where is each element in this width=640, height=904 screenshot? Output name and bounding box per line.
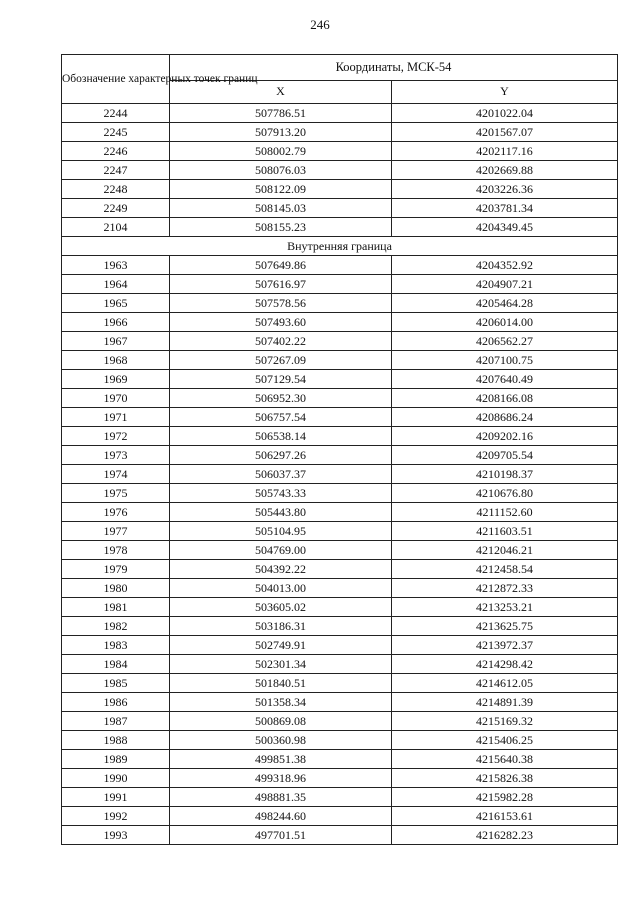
- x-coordinate-cell: 507786.51: [170, 104, 392, 123]
- x-coordinate-cell: 507578.56: [170, 294, 392, 313]
- coordinates-group-header: Координаты, МСК-54: [170, 55, 618, 81]
- y-coordinate-cell: 4209705.54: [392, 446, 618, 465]
- point-id-cell: 1967: [62, 332, 170, 351]
- y-coordinate-cell: 4212458.54: [392, 560, 618, 579]
- table-row: [62, 617, 618, 636]
- x-coordinate-cell: 508002.79: [170, 142, 392, 161]
- y-coordinate-cell: 4205464.28: [392, 294, 618, 313]
- point-id-cell: 1982: [62, 617, 170, 636]
- y-coordinate-cell: 4211603.51: [392, 522, 618, 541]
- x-coordinate-cell: 505443.80: [170, 503, 392, 522]
- x-coordinate-cell: 504013.00: [170, 579, 392, 598]
- table-row: [62, 389, 618, 408]
- point-id-cell: 1987: [62, 712, 170, 731]
- y-coordinate-cell: 4204352.92: [392, 256, 618, 275]
- point-id-cell: 2245: [62, 123, 170, 142]
- y-coordinate-cell: 4212872.33: [392, 579, 618, 598]
- section-title: Внутренняя граница: [62, 237, 618, 256]
- point-id-cell: 2247: [62, 161, 170, 180]
- y-coordinate-cell: 4215406.25: [392, 731, 618, 750]
- y-coordinate-cell: 4216282.23: [392, 826, 618, 845]
- x-coordinate-cell: 508155.23: [170, 218, 392, 237]
- y-coordinate-cell: 4208166.08: [392, 389, 618, 408]
- table-row: [62, 503, 618, 522]
- y-coordinate-cell: 4207100.75: [392, 351, 618, 370]
- y-coordinate-cell: 4213253.21: [392, 598, 618, 617]
- table-row: [62, 560, 618, 579]
- point-id-cell: 1991: [62, 788, 170, 807]
- table-row: [62, 256, 618, 275]
- y-column-header: Y: [392, 80, 618, 103]
- point-id-cell: 1988: [62, 731, 170, 750]
- y-coordinate-cell: 4212046.21: [392, 541, 618, 560]
- table-row: [62, 522, 618, 541]
- table-row: [62, 465, 618, 484]
- table-header: [62, 55, 618, 104]
- point-id-cell: 1968: [62, 351, 170, 370]
- table-row: [62, 180, 618, 199]
- table-row: [62, 826, 618, 845]
- table-row: [62, 788, 618, 807]
- x-coordinate-cell: 502749.91: [170, 636, 392, 655]
- x-coordinate-cell: 498881.35: [170, 788, 392, 807]
- point-id-cell: 1975: [62, 484, 170, 503]
- point-id-cell: 1980: [62, 579, 170, 598]
- y-coordinate-cell: 4208686.24: [392, 408, 618, 427]
- x-coordinate-cell: 502301.34: [170, 655, 392, 674]
- point-id-cell: 1972: [62, 427, 170, 446]
- point-id-cell: 2249: [62, 199, 170, 218]
- x-coordinate-cell: 507493.60: [170, 313, 392, 332]
- x-coordinate-cell: 507913.20: [170, 123, 392, 142]
- y-coordinate-cell: 4214612.05: [392, 674, 618, 693]
- x-coordinate-cell: 497701.51: [170, 826, 392, 845]
- table-row: [62, 408, 618, 427]
- y-coordinate-cell: 4204349.45: [392, 218, 618, 237]
- point-id-cell: 1966: [62, 313, 170, 332]
- table-row: [62, 712, 618, 731]
- point-id-cell: 1976: [62, 503, 170, 522]
- table-body-outer: [62, 104, 618, 237]
- x-coordinate-cell: 500360.98: [170, 731, 392, 750]
- x-coordinate-cell: 504392.22: [170, 560, 392, 579]
- y-coordinate-cell: 4210676.80: [392, 484, 618, 503]
- table-row: [62, 598, 618, 617]
- x-coordinate-cell: 508122.09: [170, 180, 392, 199]
- y-coordinate-cell: 4207640.49: [392, 370, 618, 389]
- x-coordinate-cell: 499318.96: [170, 769, 392, 788]
- point-id-cell: 1986: [62, 693, 170, 712]
- table-row: [62, 313, 618, 332]
- coordinates-table: [61, 54, 618, 845]
- y-coordinate-cell: 4215982.28: [392, 788, 618, 807]
- table-row: [62, 370, 618, 389]
- x-coordinate-cell: 508145.03: [170, 199, 392, 218]
- x-coordinate-cell: 507616.97: [170, 275, 392, 294]
- point-id-cell: 1964: [62, 275, 170, 294]
- point-id-cell: 1989: [62, 750, 170, 769]
- x-coordinate-cell: 508076.03: [170, 161, 392, 180]
- table-row: [62, 142, 618, 161]
- section-row: [62, 237, 618, 256]
- point-id-cell: 2248: [62, 180, 170, 199]
- x-coordinate-cell: 501358.34: [170, 693, 392, 712]
- point-id-cell: 1985: [62, 674, 170, 693]
- table-row: [62, 655, 618, 674]
- x-coordinate-cell: 503605.02: [170, 598, 392, 617]
- table-row: [62, 807, 618, 826]
- x-coordinate-cell: 507649.86: [170, 256, 392, 275]
- table-row: [62, 332, 618, 351]
- x-coordinate-cell: 500869.08: [170, 712, 392, 731]
- y-coordinate-cell: 4210198.37: [392, 465, 618, 484]
- point-id-cell: 1979: [62, 560, 170, 579]
- y-coordinate-cell: 4209202.16: [392, 427, 618, 446]
- point-id-cell: 1963: [62, 256, 170, 275]
- y-coordinate-cell: 4201567.07: [392, 123, 618, 142]
- point-id-cell: 1971: [62, 408, 170, 427]
- page-number: 246: [310, 17, 330, 32]
- x-coordinate-cell: 506297.26: [170, 446, 392, 465]
- y-coordinate-cell: 4202669.88: [392, 161, 618, 180]
- table-row: [62, 731, 618, 750]
- table-row: [62, 218, 618, 237]
- point-id-cell: 2104: [62, 218, 170, 237]
- y-coordinate-cell: 4214298.42: [392, 655, 618, 674]
- point-id-cell: 1973: [62, 446, 170, 465]
- y-coordinate-cell: 4215169.32: [392, 712, 618, 731]
- table-row: [62, 446, 618, 465]
- x-coordinate-cell: 506037.37: [170, 465, 392, 484]
- x-coordinate-cell: 507129.54: [170, 370, 392, 389]
- section-row-group: [62, 237, 618, 256]
- y-coordinate-cell: 4203226.36: [392, 180, 618, 199]
- y-coordinate-cell: 4204907.21: [392, 275, 618, 294]
- point-id-cell: 1984: [62, 655, 170, 674]
- point-id-cell: 1992: [62, 807, 170, 826]
- point-id-cell: 1981: [62, 598, 170, 617]
- x-coordinate-cell: 499851.38: [170, 750, 392, 769]
- table-row: [62, 123, 618, 142]
- y-coordinate-cell: 4206014.00: [392, 313, 618, 332]
- y-coordinate-cell: 4213972.37: [392, 636, 618, 655]
- point-id-cell: 2244: [62, 104, 170, 123]
- point-id-cell: 1965: [62, 294, 170, 313]
- point-id-cell: 1978: [62, 541, 170, 560]
- table-row: [62, 161, 618, 180]
- y-coordinate-cell: 4211152.60: [392, 503, 618, 522]
- y-coordinate-cell: 4206562.27: [392, 332, 618, 351]
- point-id-cell: 1993: [62, 826, 170, 845]
- table-row: [62, 351, 618, 370]
- point-column-header: Обозначение характерных точек границ: [62, 55, 170, 104]
- point-id-cell: 1990: [62, 769, 170, 788]
- y-coordinate-cell: 4215826.38: [392, 769, 618, 788]
- table-row: [62, 427, 618, 446]
- y-coordinate-cell: 4203781.34: [392, 199, 618, 218]
- y-coordinate-cell: 4215640.38: [392, 750, 618, 769]
- x-coordinate-cell: 505104.95: [170, 522, 392, 541]
- y-coordinate-cell: 4214891.39: [392, 693, 618, 712]
- point-id-cell: 1969: [62, 370, 170, 389]
- point-id-cell: 1974: [62, 465, 170, 484]
- table-row: [62, 484, 618, 503]
- table-body-inner: [62, 256, 618, 845]
- x-coordinate-cell: 507402.22: [170, 332, 392, 351]
- table-row: [62, 769, 618, 788]
- table-row: [62, 104, 618, 123]
- x-column-header: X: [170, 80, 392, 103]
- table-row: [62, 636, 618, 655]
- x-coordinate-cell: 506538.14: [170, 427, 392, 446]
- y-coordinate-cell: 4201022.04: [392, 104, 618, 123]
- table-row: [62, 275, 618, 294]
- x-coordinate-cell: 506952.30: [170, 389, 392, 408]
- x-coordinate-cell: 505743.33: [170, 484, 392, 503]
- table-row: [62, 541, 618, 560]
- table-row: [62, 750, 618, 769]
- table-row: [62, 579, 618, 598]
- table-row: [62, 674, 618, 693]
- y-coordinate-cell: 4216153.61: [392, 807, 618, 826]
- table-row: [62, 294, 618, 313]
- y-coordinate-cell: 4202117.16: [392, 142, 618, 161]
- y-coordinate-cell: 4213625.75: [392, 617, 618, 636]
- table-row: [62, 693, 618, 712]
- point-id-cell: 1970: [62, 389, 170, 408]
- x-coordinate-cell: 506757.54: [170, 408, 392, 427]
- x-coordinate-cell: 498244.60: [170, 807, 392, 826]
- point-id-cell: 2246: [62, 142, 170, 161]
- point-id-cell: 1977: [62, 522, 170, 541]
- x-coordinate-cell: 504769.00: [170, 541, 392, 560]
- x-coordinate-cell: 503186.31: [170, 617, 392, 636]
- x-coordinate-cell: 507267.09: [170, 351, 392, 370]
- table-row: [62, 199, 618, 218]
- x-coordinate-cell: 501840.51: [170, 674, 392, 693]
- point-id-cell: 1983: [62, 636, 170, 655]
